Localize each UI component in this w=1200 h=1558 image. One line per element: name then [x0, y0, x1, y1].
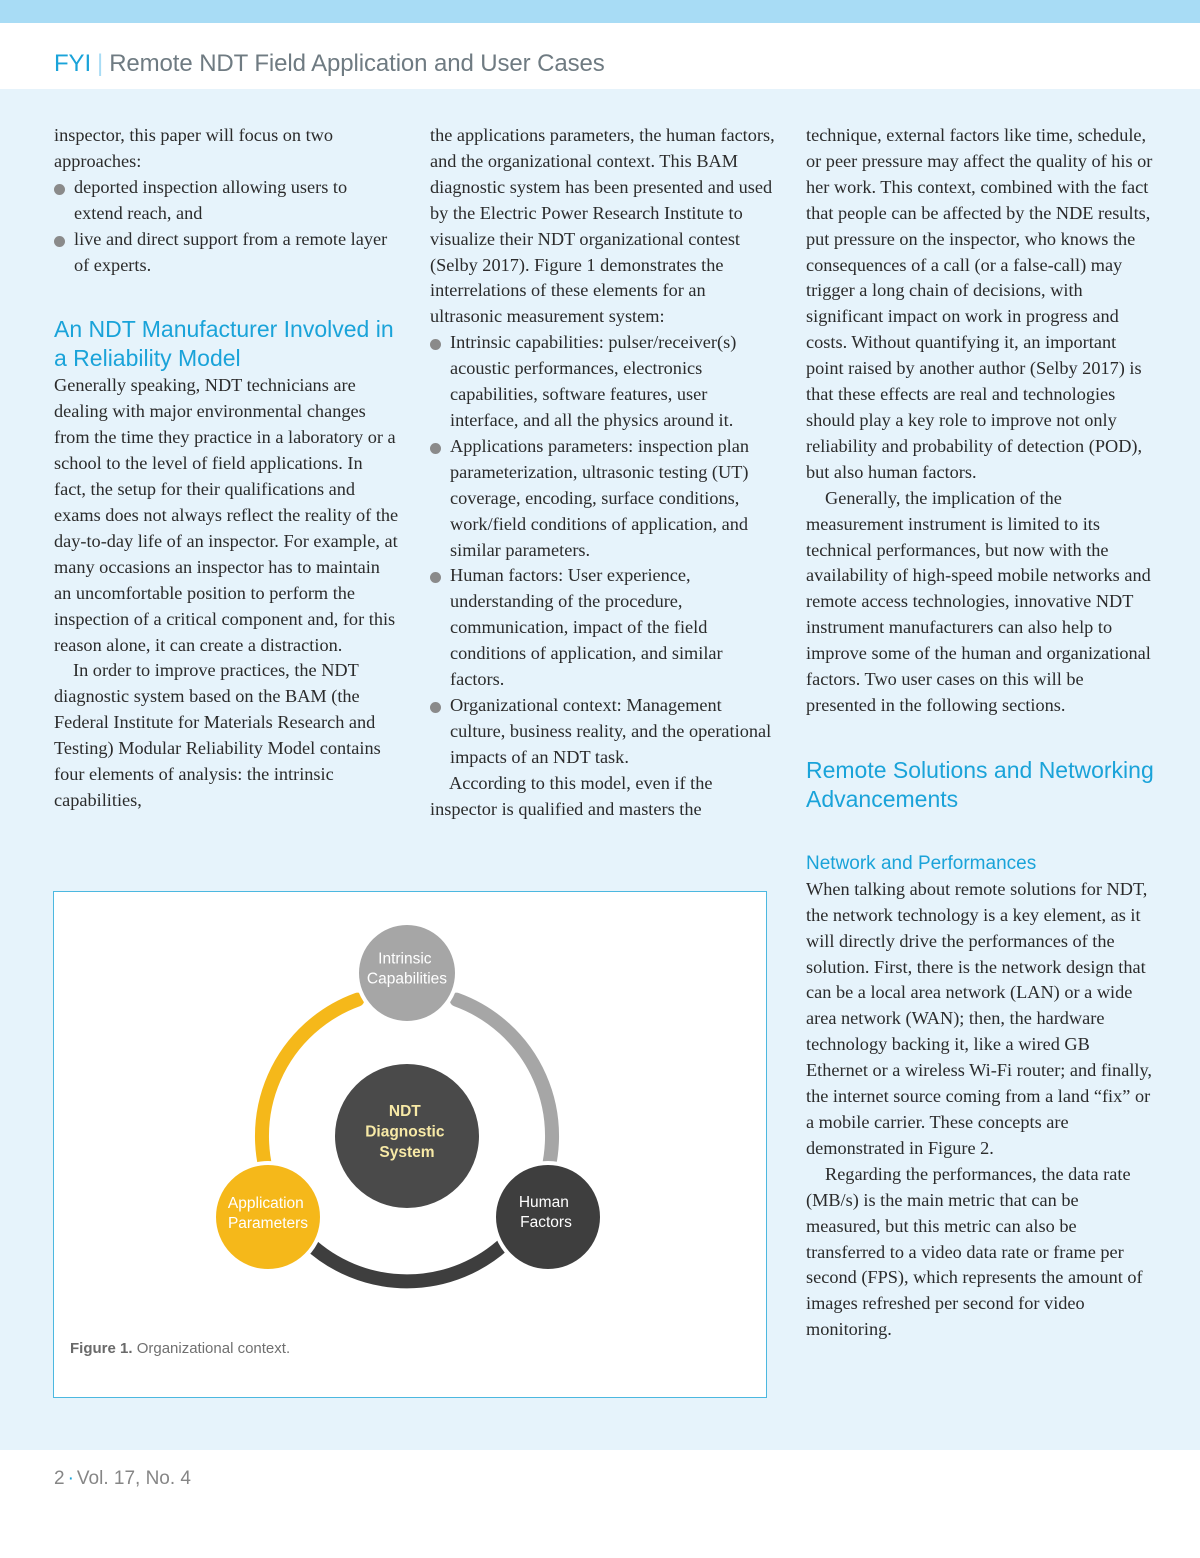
bullet-icon	[430, 702, 441, 713]
bullet-icon	[54, 184, 65, 195]
organizational-context-diagram	[54, 892, 766, 1397]
column-2	[430, 123, 780, 822]
section-heading-reliability-model: An NDT Manufacturer Involved in a Reliability Model	[54, 316, 394, 372]
intrinsic-label: Intrinsic Capabilities	[366, 950, 448, 988]
column-3	[806, 123, 1156, 1343]
page-header	[0, 23, 1200, 89]
figure-caption	[70, 1340, 290, 1357]
section-label: FYI	[54, 50, 92, 77]
title-separator: |	[97, 50, 104, 77]
folio	[54, 1468, 191, 1490]
list-item: live and direct support from a remote layer of experts.	[54, 227, 399, 279]
col2-paragraph-2: According to this model, even if the inspector is qualified and masters the	[430, 772, 713, 819]
section-heading-remote-solutions: Remote Solutions and Networking Advancements	[806, 756, 1154, 812]
figure-1	[53, 891, 767, 1398]
list-item: Human factors: User experience, understanding of the procedure, communication, impact of the field conditions of application, and similar factors.	[430, 563, 780, 693]
col1-paragraph-1: Generally speaking, NDT technicians are dealing with major environmental changes from the time they practice in a laboratory or a school to the level of field applications. In fact, the setup for their qualifications and exams does not always reflect the reality of the day-to-day life of an inspector. For example, at many occasions an inspector has to maintain an uncomfortable position to perform the inspection of a critical component and, for this reason alone, it can create a distraction.	[54, 375, 399, 655]
issue-label: Vol. 17, No. 4	[76, 1468, 191, 1489]
col2-bullet-list	[430, 330, 780, 770]
col1-bullet-list	[54, 175, 399, 279]
bullet-icon	[430, 443, 441, 454]
col3-paragraph-4: Regarding the performances, the data rate (MB/s) is the main metric that can be measured, but this metric can also be transferred to a video data rate or frame per second (FPS), which represents the amount of images refreshed per second for video monitoring.	[806, 1163, 1143, 1340]
col3-paragraph-2: Generally, the implication of the measurement instrument is limited to its technical performances, but now with the availability of high-speed mobile networks and remote access technologies, innovative NDT instrument manufacturers can also help to improve some of the human and organizational factors. Two user cases on this will be presented in the following sections.	[806, 487, 1151, 715]
list-item: Organizational context: Management culture, business reality, and the operational impacts of an NDT task.	[430, 693, 780, 771]
arc-human-to-application	[308, 1242, 506, 1281]
col3-paragraph-3: When talking about remote solutions for NDT, the network technology is a key element, as it will directly drive the performances of the solution. First, there is the network design that can be a local area network (LAN) or a wide area network (WAN); then, the hardware technology backing it, like a wired GB Ethernet or a wireless Wi-Fi router; and finally, the internet source coming from a land “fix” or a mobile carrier. These concepts are demonstrated in Figure 2.	[806, 878, 1152, 1158]
page-footer	[0, 1450, 1200, 1558]
human-label: Human Factors	[518, 1194, 572, 1231]
list-item: Applications parameters: inspection plan parameterization, ultrasonic testing (UT) coverage, encoding, surface conditions, work/field conditions of application, and similar parameters.	[430, 434, 780, 564]
figure-caption-text: Organizational context.	[136, 1340, 291, 1357]
subsection-heading-network: Network and Performances	[806, 852, 1037, 874]
column-1	[54, 123, 399, 814]
col1-intro: inspector, this paper will focus on two approaches:	[54, 125, 334, 171]
page-number: 2	[54, 1468, 65, 1489]
col1-paragraph-2: In order to improve practices, the NDT diagnostic system based on the BAM (the Federal Institute for Materials Research and Testing) Modular Reliability Model contains four elements of analysis: the intrinsic capabilities,	[54, 660, 381, 810]
list-item: Intrinsic capabilities: pulser/receiver(s) acoustic performances, electronics capabilities, software features, user interface, and all the physics around it.	[430, 330, 780, 434]
figure-caption-label: Figure 1.	[70, 1340, 133, 1357]
col3-paragraph-1: technique, external factors like time, schedule, or peer pressure may affect the quality of his or her work. This context, combined with the fact that people can be affected by the NDE results, put pressure on the inspector, who knows the consequences of a call (or a false-call) may trigger a long chain of decisions, with significant impact on work in progress and costs. Without quantifying it, an important point raised by another author (Selby 2017) is that these effects are real and technologies should play a key role to improve not only reliability and probability of detection (POD), but also human factors.	[806, 125, 1153, 482]
list-item: deported inspection allowing users to extend reach, and	[54, 175, 399, 227]
application-label: Application Parameters	[227, 1195, 309, 1232]
bullet-icon	[54, 236, 65, 247]
top-color-band	[0, 0, 1200, 23]
article-title: Remote NDT Field Application and User Cases	[109, 50, 605, 77]
bullet-icon	[430, 339, 441, 350]
folio-separator: ·	[67, 1468, 74, 1489]
bullet-icon	[430, 572, 441, 583]
col2-paragraph-1: the applications parameters, the human factors, and the organizational context. This BAM diagnostic system has been presented and used by the Electric Power Research Institute to visualize their NDT organizational contest (Selby 2017). Figure 1 demonstrates the interrelations of these elements for an ultrasonic measurement system:	[430, 125, 775, 327]
center-label: NDT Diagnostic System	[365, 1103, 445, 1161]
running-title	[54, 50, 605, 78]
